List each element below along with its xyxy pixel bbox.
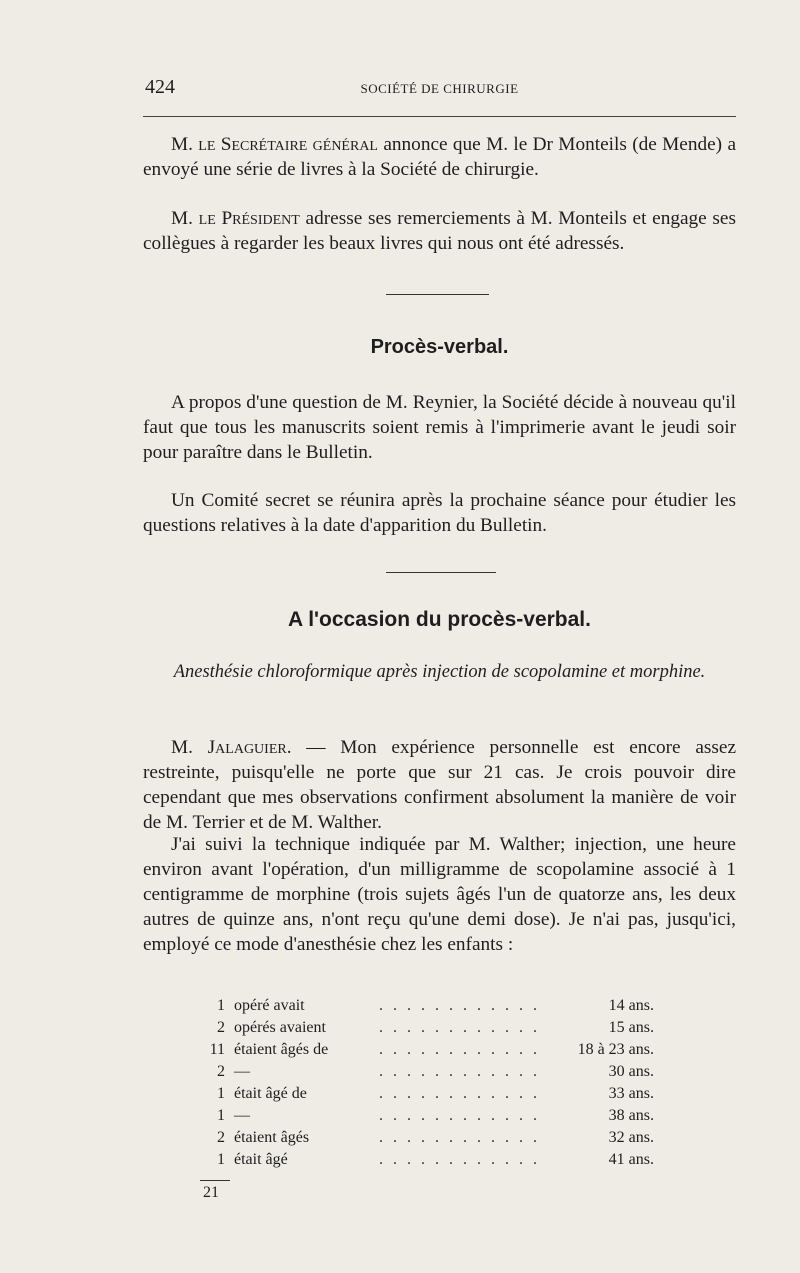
table-row xyxy=(190,1061,690,1083)
leader-dots: . . . . . . . . . . . . xyxy=(379,1151,540,1168)
leader-dots: . . . . . . . . . . . . xyxy=(379,997,540,1014)
paragraph-reynier: A propos d'une question de M. Reynier, la Société décide à nouveau qu'il faut que tous les manuscrits soient remis à l'imprimerie avant le jeudi soir pour paraître dans le Bulletin. xyxy=(143,392,736,463)
table-row xyxy=(190,1127,690,1149)
row-count: 1 xyxy=(217,997,225,1014)
table-row xyxy=(190,1083,690,1105)
speaker-secretary: M. le Secrétaire général xyxy=(171,134,378,155)
row-age: 41 ans. xyxy=(608,1151,654,1168)
row-age: 33 ans. xyxy=(608,1085,654,1102)
row-desc: étaient âgés xyxy=(234,1129,310,1146)
separator xyxy=(386,294,489,295)
leader-dots: . . . . . . . . . . . . xyxy=(379,1085,540,1102)
row-desc: — xyxy=(234,1107,250,1124)
row-count: 11 xyxy=(209,1041,225,1058)
running-head: SOCIÉTÉ DE CHIRURGIE xyxy=(360,81,519,96)
paragraph-president-text: adresse ses remerciements à M. Monteils et engage ses collègues à regarder les beaux livres qui nous ont été adressés. xyxy=(143,208,736,254)
row-desc: était âgé xyxy=(234,1151,288,1168)
row-desc: — xyxy=(234,1063,250,1080)
row-desc: était âgé de xyxy=(234,1085,307,1102)
leader-dots: . . . . . . . . . . . . xyxy=(379,1041,540,1058)
row-age: 32 ans. xyxy=(608,1129,654,1146)
table-row xyxy=(190,995,690,1017)
section-subtitle: Anesthésie chloroformique après injection de scopolamine et morphine. xyxy=(173,662,706,682)
row-count: 1 xyxy=(217,1107,225,1124)
table-row xyxy=(190,1039,690,1061)
total-rule xyxy=(200,1180,230,1181)
row-count: 1 xyxy=(217,1085,225,1102)
row-age: 15 ans. xyxy=(608,1019,654,1036)
leader-dots: . . . . . . . . . . . . xyxy=(379,1129,540,1146)
paragraph-secretary xyxy=(143,132,736,182)
row-count: 2 xyxy=(217,1063,225,1080)
separator xyxy=(386,572,496,573)
row-count: 2 xyxy=(217,1019,225,1036)
total-count: 21 xyxy=(203,1184,219,1201)
leader-dots: . . . . . . . . . . . . xyxy=(379,1107,540,1124)
header-rule xyxy=(143,116,736,117)
paragraph-secretary-text: annonce que M. le Dr Monteils (de Mende) a envoyé une série de livres à la Société de chirurgie. xyxy=(143,134,736,180)
leader-dots: . . . . . . . . . . . . xyxy=(379,1063,540,1080)
section-title-proces-verbal: Procès-verbal. xyxy=(370,336,509,358)
speaker-jalaguier: M. Jalaguier. xyxy=(171,737,292,758)
table-row xyxy=(190,1017,690,1039)
leader-dots: . . . . . . . . . . . . xyxy=(379,1019,540,1036)
paragraph-comite: Un Comité secret se réunira après la prochaine séance pour étudier les questions relatives à la date d'apparition du Bulletin. xyxy=(143,490,736,536)
row-count: 1 xyxy=(217,1151,225,1168)
table-row xyxy=(190,1105,690,1127)
row-age: 30 ans. xyxy=(608,1063,654,1080)
row-age: 18 à 23 ans. xyxy=(577,1041,654,1058)
paragraph-technique: J'ai suivi la technique indiquée par M. Walther; injection, une heure environ avant l'opération, d'un milligramme de scopolamine associé à 1 centigramme de morphine (trois sujets âgés l'un de quatorze ans, les deux autres de quinze ans, n'ont reçu qu'une demi dose). Je n'ai pas, jusqu'ici, employé ce mode d'anesthésie chez les enfants : xyxy=(143,834,736,955)
row-count: 2 xyxy=(217,1129,225,1146)
speaker-president: M. le Président xyxy=(171,208,300,229)
page-number: 424 xyxy=(145,76,175,98)
age-table xyxy=(190,995,690,1171)
row-desc: opérés avaient xyxy=(234,1019,326,1036)
paragraph-jalaguier-text: — Mon expérience personnelle est encore assez restreinte, puisqu'elle ne porte que sur 21 cas. Je crois pouvoir dire cependant que mes observations confirment absolument la manière de voir de M. Terrier et de M. Walther. xyxy=(143,737,737,833)
table-row xyxy=(190,1149,690,1171)
row-age: 14 ans. xyxy=(608,997,654,1014)
paragraph-president xyxy=(143,206,736,256)
page-header xyxy=(143,76,736,102)
section-title-occasion: A l'occasion du procès-verbal. xyxy=(288,608,591,631)
row-desc: étaient âgés de xyxy=(234,1041,329,1058)
row-desc: opéré avait xyxy=(234,997,305,1014)
row-age: 38 ans. xyxy=(608,1107,654,1124)
paragraph-jalaguier xyxy=(143,735,736,835)
